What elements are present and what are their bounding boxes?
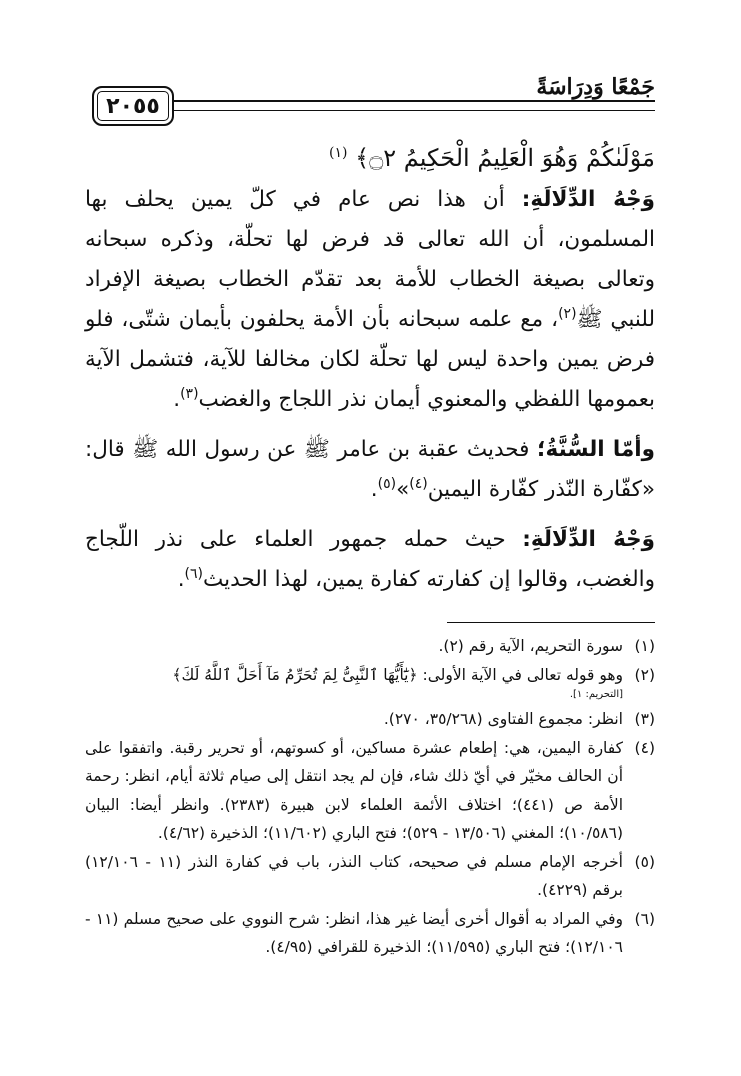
running-header-title: جَمْعًا وَدِرَاسَةً <box>536 74 655 100</box>
footnote-item <box>85 661 655 690</box>
verse-text: مَوْلَىٰكُمْ وَهُوَ الْعَلِيمُ الْحَكِيمُ ۝٢﴾ <box>355 144 655 172</box>
footnote-ref: (١) <box>329 145 348 161</box>
paragraph-text: فحديث عقبة بن عامر ﷺ عن رسول الله ﷺ قال: «كفّارة النّذر كفّارة اليمين <box>85 437 655 502</box>
footnote-ref: (٣) <box>180 385 199 402</box>
footnote-ref: (٤) <box>409 475 428 492</box>
footnote-text: وفي المراد به أقوال أخرى أيضا غير هذا، انظر: شرح النووي على صحيح مسلم (١١ - ١٢/١٠٦)؛ فتح الباري (١١/٥٩٥)؛ الذخيرة للقرافي (٤/٩٥). <box>85 909 623 956</box>
paragraph-evidence-sunnah <box>85 430 655 510</box>
paragraph-text: ، مع علمه سبحانه بأن الأمة يحلفون بأيمان شتّى، فلو فرض يمين واحدة ليس لها تحلّة لكان مخالفا للآية، فتشمل الآية بعمومها اللفظي والمعنوي أيمان نذر اللجاج والغضب <box>85 307 655 412</box>
footnote-item <box>85 734 655 848</box>
main-text <box>85 136 655 600</box>
footnotes <box>85 632 655 962</box>
footnote-text: كفارة اليمين، هي: إطعام عشرة مساكين، أو كسوتهم، أو تحرير رقبة. واتفقوا على أن الحالف مخيّر في أيّ ذلك شاء، فإن لم يجد انتقل إلى صيام ثلاثة أيام، انظر: رحمة الأمة ص (٤٤١)؛ اختلاف الأئمة العلماء لابن هبيرة (٢٣٨٣). وانظر أيضا: البيان (١٠/٥٨٦)؛ المغني (١٣/٥٠٦ - ٥٢٩)؛ فتح الباري (١١/٦٠٢)؛ الذخيرة (٤/٦٢). <box>85 738 623 842</box>
paragraph-evidence-quran <box>85 180 655 420</box>
footnote-separator <box>447 622 655 623</box>
paragraph-text: . <box>173 387 181 412</box>
footnote-number: (٤) <box>634 738 655 757</box>
footnote-text: سورة التحريم، الآية رقم (٢). <box>438 637 623 655</box>
footnote-text: انظر: مجموع الفتاوى (٣٥/٢٦٨، ٢٧٠). <box>383 710 623 728</box>
paragraph-text: . <box>177 567 185 592</box>
section-lead: وَجْهُ الدِّلَالَةِ: <box>521 187 656 212</box>
footnote-citation: [التحريم: ١]. <box>569 689 623 700</box>
footnote-number: (٢) <box>634 665 655 684</box>
footnote-number: (٦) <box>634 909 655 928</box>
header-rule <box>170 100 655 111</box>
footnote-text: أخرجه الإمام مسلم في صحيحه، كتاب النذر، باب في كفارة النذر (١١ - ١٢/١٠٦) برقم (٤٢٢٩). <box>85 852 623 899</box>
footnote-number: (٣) <box>634 710 655 728</box>
footnote-item <box>85 705 655 734</box>
footnote-number: (١) <box>634 637 655 655</box>
footnote-ref: (٢) <box>558 305 577 322</box>
section-lead: وأمّا السُّنَّةُ؛ <box>536 437 655 462</box>
paragraph-text: » <box>396 477 410 502</box>
section-lead: وَجْهُ الدِّلَالَةِ: <box>522 527 655 552</box>
footnote-number: (٥) <box>634 852 655 871</box>
paragraph-text: . <box>370 477 378 502</box>
footnote-ref: (٦) <box>184 565 203 582</box>
page-number: ٢٠٥٥ <box>92 86 174 126</box>
quran-verse-line <box>85 136 655 180</box>
footnote-item <box>85 848 655 905</box>
footnote-item <box>85 905 655 962</box>
footnote-text: وهو قوله تعالى في الآية الأولى: ﴿يَٰٓأَيُّهَا ٱلنَّبِىُّ لِمَ تُحَرِّمُ مَآ أَحَلَّ ٱللَّهُ لَكَ﴾ <box>172 665 623 684</box>
paragraph-evidence-explanation <box>85 520 655 600</box>
paragraph-text: أن هذا نص عام في كلّ يمين يحلف بها المسلمون، أن الله تعالى قد فرض لها تحلّة، وذكره سبحانه وتعالى بصيغة الخطاب للأمة بعد تقدّم الخطاب بصيغة الإفراد للنبي ﷺ <box>85 187 655 332</box>
footnote-ref: (٥) <box>377 475 397 492</box>
paragraph-text: حيث حمله جمهور العلماء على نذر اللّجاج والغضب، وقالوا إن كفارته كفارة يمين، لهذا الحديث <box>85 527 655 592</box>
footnote-item <box>85 632 655 661</box>
